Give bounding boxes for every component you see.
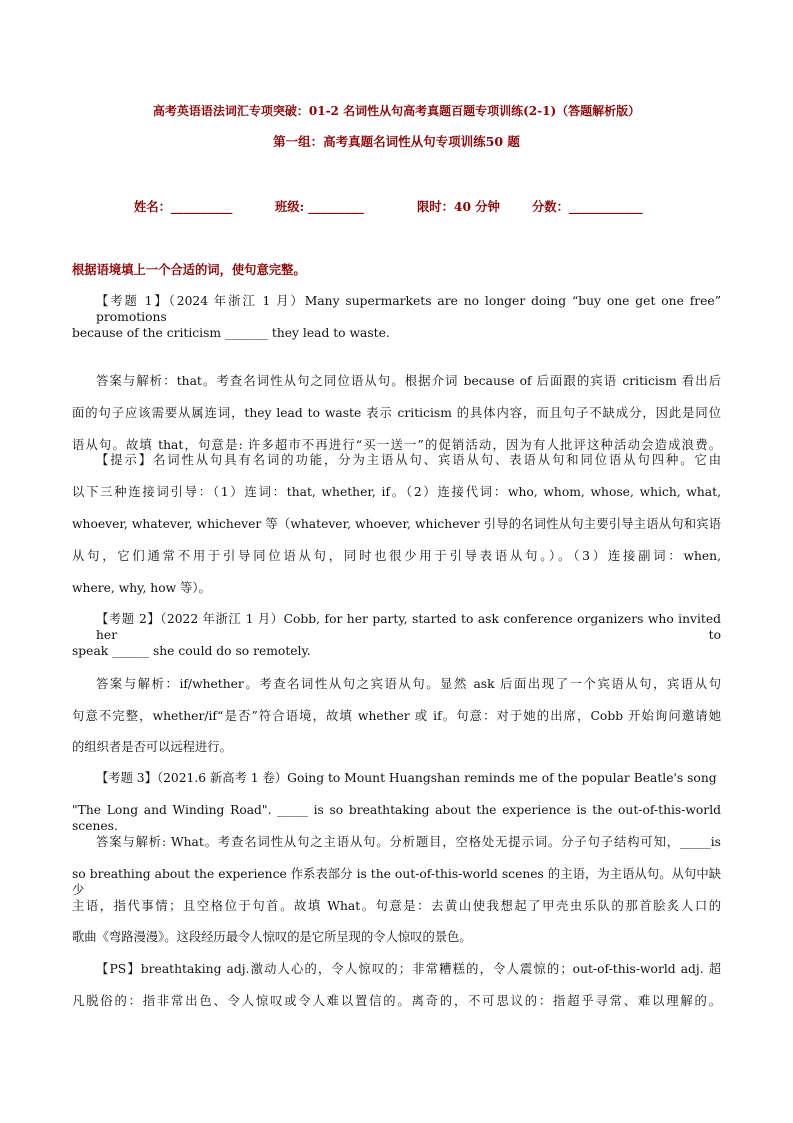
text-line: 答案与解析：if/whether。考查名词性从句之宾语从句。显然 ask 后面出现了一个宾语从句，宾语从句 (96, 677, 721, 691)
text-line: 歌曲《弯路漫漫》。这段经历最令人惊叹的是它所呈现的令人惊叹的景色。 (72, 930, 472, 944)
text-line: 【PS】breathtaking adj.激动人心的，令人惊叹的；非常糟糕的，令人震惊的；out-of-this-world adj. 超 (96, 962, 721, 976)
text-line: speak ______ she could do so remotely. (72, 644, 311, 658)
text-line: where, why, how 等）。 (72, 581, 211, 595)
text-line: 答案与解析: What。考查名词性从句之主语从句。分析题目，空格处无提示词。分子句子结构可知，_____is (96, 835, 721, 849)
document-title: 高考英语语法词汇专项突破：01-2 名词性从句高考真题百题专项训练(2-1)（答题解析版） (152, 104, 641, 118)
text-line: "The Long and Winding Road". _____ is so breathtaking about the experience is the out-of-this-world scenes. (72, 803, 721, 833)
text-line: so breathing about the experience 作系表部分 is the out-of-this-world scenes 的主语，为主语从句。从句中缺少 (72, 867, 721, 897)
text-line: 的组织者是否可以远程进行。 (72, 740, 232, 754)
text-line: 【提示】名词性从句具有名词的功能，分为主语从句、宾语从句、表语从句和同位语从句四种。它由 (96, 453, 721, 467)
text-line: 【考题 3】（2021.6 新高考 1 卷）Going to Mount Huangshan reminds me of the popular Beatle's song (96, 771, 717, 785)
name-field: 姓名：__________ (134, 199, 233, 214)
text-line: 从句，它们通常不用于引导同位语从句，同时也很少用于引导表语从句。）。（3）连接副词：when, (72, 549, 721, 563)
text-line: whoever, whatever, whichever 等（whatever, whoever, whichever 引导的名词性从句主要引导主语从句和宾语 (72, 517, 721, 531)
text-line: 语从句。故填 that，句意是: 许多超市不再进行“买一送一”的促销活动，因为有人批评这种活动会造成浪费。 (72, 438, 721, 452)
text-line: 以下三种连接词引导：（1）连词：that, whether, if。（2）连接代词：who, whom, whose, which, what, (72, 485, 721, 499)
text-line: 凡脱俗的：指非常出色、令人惊叹或令人难以置信的。离奇的，不可思议的：指超乎寻常、难以理解的。 (72, 994, 721, 1008)
time-limit: 限时：40 分钟 (417, 199, 500, 214)
text-line: 主语，指代事情；且空格位于句首。故填 What。句意是：去黄山使我想起了甲壳虫乐队的那首脍炙人口的 (72, 899, 721, 913)
text-line: 【考题 1】（2024 年浙江 1 月）Many supermarkets are no longer doing “buy one get one free” promotions (96, 294, 721, 324)
score-field: 分数：____________ (532, 199, 643, 214)
text-line: 【考题 2】（2022 年浙江 1 月）Cobb, for her party, started to ask conference organizers who invited her to (96, 612, 721, 642)
text-line: 答案与解析：that。考查名词性从句之同位语从句。根据介词 because of 后面跟的宾语 criticism 看出后 (96, 374, 721, 388)
text-line: 句意不完整，whether/if“是否”符合语境，故填 whether 或 if。句意：对于她的出席，Cobb 开始询问邀请她 (72, 709, 721, 723)
document-subtitle: 第一组：高考真题名词性从句专项训练50 题 (273, 134, 520, 149)
text-line: 面的句子应该需要从属连词，they lead to waste 表示 criticism 的具体内容，而且句子不缺成分，因此是同位 (72, 406, 721, 420)
class-field: 班级: _________ (275, 199, 364, 214)
text-line: because of the criticism _______ they lead to waste. (72, 326, 390, 340)
instruction: 根据语境填上一个合适的词，使句意完整。 (72, 262, 306, 277)
